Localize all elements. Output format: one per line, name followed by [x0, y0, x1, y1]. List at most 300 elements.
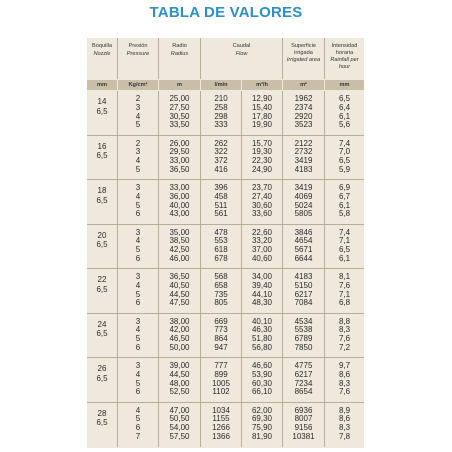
- m3h-value: 40,60: [251, 253, 273, 263]
- area-value: 9156: [294, 423, 313, 433]
- m3h-value: 39,40: [251, 280, 273, 290]
- m3h-value: 22,60: [251, 227, 273, 237]
- area-cell: [283, 358, 325, 402]
- m3h-value: 37,00: [251, 245, 273, 255]
- area-value: 1962: [294, 94, 313, 103]
- area-value: 3419: [294, 156, 313, 166]
- nozzle-value: 6,5: [96, 151, 108, 160]
- area-value: 2122: [294, 138, 313, 148]
- radius-value: 54,00: [169, 423, 190, 433]
- nozzle-group: [87, 136, 364, 181]
- pressure-cell: [118, 403, 159, 448]
- pressure-value: 3: [135, 183, 141, 192]
- radius-cell: [159, 358, 201, 402]
- rain-cell: [325, 269, 364, 313]
- m3h-value: 44,10: [251, 289, 273, 299]
- rain-value: 7,6: [338, 280, 351, 290]
- m3h-value: 33,20: [251, 236, 273, 246]
- rain-value: 7,4: [338, 138, 351, 148]
- rain-value: 6,5: [338, 94, 351, 103]
- pressure-cell: [118, 225, 159, 269]
- radius-value: 33,50: [169, 120, 190, 130]
- header-cell: [118, 38, 159, 79]
- lmin-value: 1155: [212, 414, 230, 424]
- header-cell: [283, 38, 325, 79]
- nozzle-value: 6,5: [96, 240, 108, 249]
- rain-cell: [325, 91, 364, 135]
- lmin-value: 322: [214, 147, 228, 157]
- pressure-value: 4: [135, 156, 141, 166]
- lmin-value: 298: [214, 111, 228, 121]
- area-value: 3846: [294, 227, 313, 237]
- header-label-en: Nozzle: [93, 50, 111, 57]
- pressure-value: 6: [135, 342, 141, 352]
- lmin-value: 899: [214, 369, 228, 379]
- radius-value: 42,00: [169, 325, 190, 335]
- area-value: 5150: [294, 280, 313, 290]
- lmin-value: 658: [214, 280, 228, 290]
- lmin-value: 947: [214, 342, 228, 352]
- area-cell: [283, 91, 325, 135]
- pressure-value: 3: [135, 102, 141, 112]
- area-value: 3419: [294, 183, 313, 192]
- pressure-value: 2: [135, 94, 141, 103]
- nozzle-group: [87, 403, 364, 448]
- lmin-value: 1266: [212, 423, 230, 433]
- lmin-value: 553: [214, 236, 228, 246]
- m3h-cell: [242, 180, 283, 224]
- pressure-cell: [118, 180, 159, 224]
- m3h-value: 30,60: [251, 200, 273, 210]
- rain-value: 6,8: [338, 298, 351, 308]
- radius-value: 57,50: [169, 431, 190, 441]
- m3h-cell: [242, 403, 283, 448]
- radius-value: 25,00: [169, 94, 190, 103]
- units-row: [87, 80, 364, 90]
- rain-value: 7,4: [338, 227, 351, 237]
- rain-value: 6,7: [338, 191, 351, 201]
- pressure-value: 5: [135, 120, 141, 130]
- rain-value: 8,3: [338, 378, 351, 388]
- area-value: 7234: [294, 378, 313, 388]
- lmin-cell: [201, 225, 242, 269]
- pressure-value: 6: [135, 387, 141, 397]
- m3h-value: 60,30: [251, 378, 273, 388]
- header-label-en: Irrigated area: [286, 57, 321, 64]
- area-value: 5024: [294, 200, 313, 210]
- area-value: 2732: [294, 147, 313, 157]
- lmin-value: 1005: [212, 378, 230, 388]
- m3h-value: 75,90: [251, 423, 273, 433]
- pressure-value: 4: [135, 405, 141, 415]
- unit-cell: Kg/cm²: [118, 80, 159, 90]
- area-value: 6217: [294, 289, 313, 299]
- header-label-en: Pressure: [126, 50, 150, 57]
- pressure-value: 3: [135, 147, 141, 157]
- radius-value: 47,50: [169, 298, 190, 308]
- radius-value: 36,50: [169, 272, 190, 281]
- header-cell: [87, 38, 118, 79]
- m3h-value: 33,60: [251, 209, 273, 219]
- rain-value: 7,1: [338, 289, 351, 299]
- unit-cell: m: [159, 80, 201, 90]
- rain-value: 5,9: [338, 164, 351, 174]
- area-value: 5671: [294, 245, 313, 255]
- radius-value: 38,00: [169, 316, 190, 326]
- m3h-value: 12,90: [251, 94, 273, 103]
- radius-value: 40,00: [169, 200, 190, 210]
- nozzle-group: [87, 358, 364, 403]
- lmin-value: 864: [214, 334, 228, 344]
- pressure-value: 4: [135, 111, 141, 121]
- nozzle-value: 20: [97, 230, 107, 240]
- area-value: 4654: [294, 236, 313, 246]
- lmin-cell: [201, 269, 242, 313]
- header-label-en: Radius: [170, 50, 189, 57]
- m3h-value: 51,80: [251, 334, 273, 344]
- area-value: 4069: [294, 191, 313, 201]
- radius-cell: [159, 180, 201, 224]
- rain-value: 8,6: [338, 414, 351, 424]
- radius-value: 27,50: [169, 102, 190, 112]
- pressure-value: 3: [135, 361, 141, 370]
- m3h-value: 17,80: [251, 111, 273, 121]
- nozzle-group: [87, 180, 364, 225]
- lmin-cell: [201, 136, 242, 180]
- lmin-value: 773: [214, 325, 228, 335]
- lmin-value: 210: [214, 94, 228, 103]
- header-label-es: Presión: [128, 43, 148, 49]
- header-cell: [159, 38, 201, 79]
- lmin-value: 458: [214, 191, 228, 201]
- pressure-value: 6: [135, 253, 141, 263]
- radius-value: 50,00: [169, 342, 190, 352]
- rain-cell: [325, 136, 364, 180]
- area-value: 4534: [294, 316, 313, 326]
- pressure-cell: [118, 269, 159, 313]
- header-label-en: Flow: [235, 50, 248, 57]
- pressure-value: 6: [135, 423, 141, 433]
- header-label-es: Superficie irrigada: [291, 43, 316, 56]
- header-label-es: Intensidad horaria: [331, 43, 358, 56]
- area-value: 8007: [294, 414, 313, 424]
- rain-value: 6,1: [338, 200, 351, 210]
- radius-value: 42,50: [169, 245, 190, 255]
- lmin-value: 372: [214, 156, 228, 166]
- table-header: [87, 38, 364, 79]
- radius-value: 52,50: [169, 387, 190, 397]
- pressure-value: 6: [135, 209, 141, 219]
- lmin-value: 618: [214, 245, 228, 255]
- rain-value: 6,1: [338, 253, 351, 263]
- radius-value: 44,50: [169, 289, 190, 299]
- nozzle-cell: [87, 136, 118, 180]
- area-value: 5538: [294, 325, 313, 335]
- radius-cell: [159, 269, 201, 313]
- m3h-value: 22,30: [251, 156, 273, 166]
- pressure-cell: [118, 91, 159, 135]
- pressure-value: 5: [135, 414, 141, 424]
- area-value: 6644: [294, 253, 313, 263]
- rain-value: 7,2: [338, 342, 351, 352]
- rain-value: 9,7: [338, 361, 351, 370]
- nozzle-value: 6,5: [96, 106, 108, 116]
- pressure-value: 4: [135, 236, 141, 246]
- lmin-value: 478: [214, 227, 228, 237]
- radius-value: 33,00: [169, 183, 190, 192]
- unit-cell: m³/h: [242, 80, 283, 90]
- pressure-value: 4: [135, 369, 141, 379]
- rain-value: 6,4: [338, 102, 351, 112]
- rain-value: 5,8: [338, 209, 351, 219]
- nozzle-cell: [87, 269, 118, 313]
- area-cell: [283, 136, 325, 180]
- nozzle-value: 6,5: [96, 329, 108, 338]
- nozzle-value: 26: [97, 364, 107, 373]
- area-value: 7084: [294, 298, 313, 308]
- pressure-value: 3: [135, 272, 141, 281]
- pressure-value: 4: [135, 191, 141, 201]
- header-cell: [201, 38, 283, 79]
- m3h-value: 69,30: [251, 414, 273, 424]
- lmin-value: 396: [214, 183, 228, 192]
- area-value: 3523: [294, 120, 313, 130]
- nozzle-value: 6,5: [96, 418, 108, 427]
- rain-value: 6,1: [338, 111, 351, 121]
- radius-value: 26,00: [169, 138, 190, 148]
- pressure-value: 6: [135, 298, 141, 308]
- header-label-es: Radio: [172, 43, 187, 49]
- lmin-value: 777: [214, 361, 228, 370]
- nozzle-value: 6,5: [96, 195, 108, 205]
- radius-value: 36,50: [169, 164, 190, 174]
- lmin-cell: [201, 403, 242, 448]
- radius-value: 36,00: [169, 191, 190, 201]
- lmin-value: 669: [214, 316, 228, 326]
- rain-value: 7,6: [338, 334, 351, 344]
- area-value: 5805: [294, 209, 313, 219]
- rain-value: 7,6: [338, 387, 351, 397]
- area-value: 4183: [294, 164, 313, 174]
- header-label-en: Rainfall per hour: [330, 57, 359, 70]
- pressure-value: 5: [135, 164, 141, 174]
- m3h-value: 62,00: [251, 405, 273, 415]
- pressure-value: 4: [135, 325, 141, 335]
- radius-value: 50,50: [169, 414, 190, 424]
- m3h-value: 23,70: [251, 183, 273, 192]
- lmin-value: 678: [214, 253, 228, 263]
- header-cell: [325, 38, 364, 79]
- radius-value: 35,00: [169, 227, 190, 237]
- m3h-cell: [242, 225, 283, 269]
- m3h-cell: [242, 314, 283, 358]
- area-value: 2374: [294, 102, 313, 112]
- rain-value: 8,3: [338, 325, 351, 335]
- m3h-value: 40,10: [251, 316, 273, 326]
- lmin-value: 1034: [212, 405, 230, 415]
- m3h-cell: [242, 358, 283, 402]
- radius-cell: [159, 403, 201, 448]
- area-value: 10381: [292, 431, 315, 441]
- area-value: 4183: [294, 272, 313, 281]
- lmin-value: 416: [214, 164, 228, 174]
- area-cell: [283, 269, 325, 313]
- m3h-value: 24,90: [251, 164, 273, 174]
- pressure-cell: [118, 358, 159, 402]
- m3h-value: 81,90: [251, 431, 273, 441]
- rain-value: 7,1: [338, 236, 351, 246]
- radius-value: 43,00: [169, 209, 190, 219]
- nozzle-value: 24: [97, 319, 107, 329]
- rain-cell: [325, 358, 364, 402]
- pressure-value: 3: [135, 316, 141, 326]
- pressure-value: 5: [135, 334, 141, 344]
- rain-value: 5,6: [338, 120, 351, 130]
- lmin-value: 262: [214, 138, 228, 148]
- nozzle-cell: [87, 180, 118, 224]
- nozzle-value: 14: [97, 97, 107, 106]
- pressure-value: 2: [135, 138, 141, 148]
- nozzle-cell: [87, 358, 118, 402]
- table-body: [87, 91, 364, 447]
- radius-value: 38,50: [169, 236, 190, 246]
- lmin-value: 511: [214, 200, 228, 210]
- m3h-value: 27,40: [251, 191, 273, 201]
- pressure-value: 7: [135, 431, 141, 441]
- radius-value: 44,50: [169, 369, 190, 379]
- lmin-value: 258: [214, 102, 228, 112]
- area-value: 8654: [294, 387, 313, 397]
- nozzle-group: [87, 269, 364, 314]
- unit-cell: m²: [283, 80, 325, 90]
- lmin-value: 568: [214, 272, 228, 281]
- rain-value: 8,3: [338, 423, 351, 433]
- page-title: TABLA DE VALORES: [149, 4, 303, 21]
- rain-cell: [325, 180, 364, 224]
- nozzle-cell: [87, 403, 118, 448]
- m3h-cell: [242, 269, 283, 313]
- area-cell: [283, 225, 325, 269]
- radius-cell: [159, 314, 201, 358]
- nozzle-group: [87, 91, 364, 136]
- area-value: 2920: [294, 111, 313, 121]
- header-label-es: Boquilla: [92, 43, 112, 49]
- rain-cell: [325, 314, 364, 358]
- pressure-value: 3: [135, 227, 141, 237]
- area-value: 4775: [294, 361, 313, 370]
- rain-value: 6,9: [338, 183, 351, 192]
- m3h-value: 53,90: [251, 369, 273, 379]
- m3h-value: 34,00: [251, 272, 273, 281]
- m3h-value: 46,60: [251, 361, 273, 370]
- lmin-cell: [201, 91, 242, 135]
- pressure-value: 5: [135, 289, 141, 299]
- lmin-value: 1366: [212, 431, 230, 441]
- values-table: [87, 38, 364, 448]
- m3h-value: 15,70: [251, 138, 273, 148]
- lmin-cell: [201, 180, 242, 224]
- radius-value: 47,00: [169, 405, 190, 415]
- nozzle-group: [87, 314, 364, 359]
- pressure-value: 5: [135, 200, 141, 210]
- lmin-value: 805: [214, 298, 228, 308]
- area-cell: [283, 403, 325, 448]
- rain-value: 6,5: [338, 245, 351, 255]
- radius-value: 33,00: [169, 156, 190, 166]
- m3h-value: 15,40: [251, 102, 273, 112]
- header-label-es: Caudal: [232, 43, 251, 49]
- unit-cell: mm: [339, 82, 350, 88]
- lmin-value: 561: [214, 209, 228, 219]
- lmin-value: 735: [214, 289, 228, 299]
- area-cell: [283, 180, 325, 224]
- nozzle-value: 28: [97, 408, 107, 418]
- nozzle-group: [87, 225, 364, 270]
- nozzle-value: 6,5: [96, 373, 108, 383]
- rain-value: 6,5: [338, 156, 351, 166]
- radius-value: 30,50: [169, 111, 190, 121]
- rain-cell: [325, 403, 364, 448]
- m3h-value: 19,30: [251, 147, 273, 157]
- rain-value: 8,8: [338, 316, 351, 326]
- lmin-value: 1102: [212, 387, 230, 397]
- pressure-value: 5: [135, 378, 141, 388]
- radius-cell: [159, 91, 201, 135]
- m3h-cell: [242, 136, 283, 180]
- rain-value: 8,6: [338, 369, 351, 379]
- area-cell: [283, 314, 325, 358]
- pressure-cell: [118, 136, 159, 180]
- rain-value: 7,8: [338, 431, 351, 441]
- pressure-value: 5: [135, 245, 141, 255]
- nozzle-cell: [87, 225, 118, 269]
- unit-cell: l/min: [201, 80, 242, 90]
- pressure-cell: [118, 314, 159, 358]
- rain-value: 8,1: [338, 272, 351, 281]
- rain-cell: [325, 225, 364, 269]
- lmin-cell: [201, 314, 242, 358]
- radius-value: 46,50: [169, 334, 190, 344]
- radius-value: 39,00: [169, 361, 190, 370]
- radius-cell: [159, 136, 201, 180]
- lmin-value: 333: [214, 120, 228, 130]
- m3h-value: 48,30: [251, 298, 273, 308]
- m3h-value: 56,80: [251, 342, 273, 352]
- radius-value: 48,00: [169, 378, 190, 388]
- pressure-value: 4: [135, 280, 141, 290]
- nozzle-value: 22: [97, 275, 107, 284]
- nozzle-cell: [87, 91, 118, 135]
- nozzle-value: 18: [97, 186, 107, 195]
- area-value: 6217: [294, 369, 313, 379]
- area-value: 6936: [294, 405, 313, 415]
- m3h-value: 19,90: [251, 120, 273, 130]
- m3h-cell: [242, 91, 283, 135]
- unit-cell: mm: [87, 80, 118, 90]
- radius-value: 29,50: [169, 147, 190, 157]
- nozzle-value: 6,5: [96, 284, 108, 294]
- radius-value: 40,50: [169, 280, 190, 290]
- lmin-cell: [201, 358, 242, 402]
- nozzle-cell: [87, 314, 118, 358]
- m3h-value: 66,10: [251, 387, 273, 397]
- rain-value: 8,9: [338, 405, 351, 415]
- radius-cell: [159, 225, 201, 269]
- radius-value: 46,00: [169, 253, 190, 263]
- m3h-value: 46,30: [251, 325, 273, 335]
- area-value: 6789: [294, 334, 313, 344]
- rain-value: 7,0: [338, 147, 351, 157]
